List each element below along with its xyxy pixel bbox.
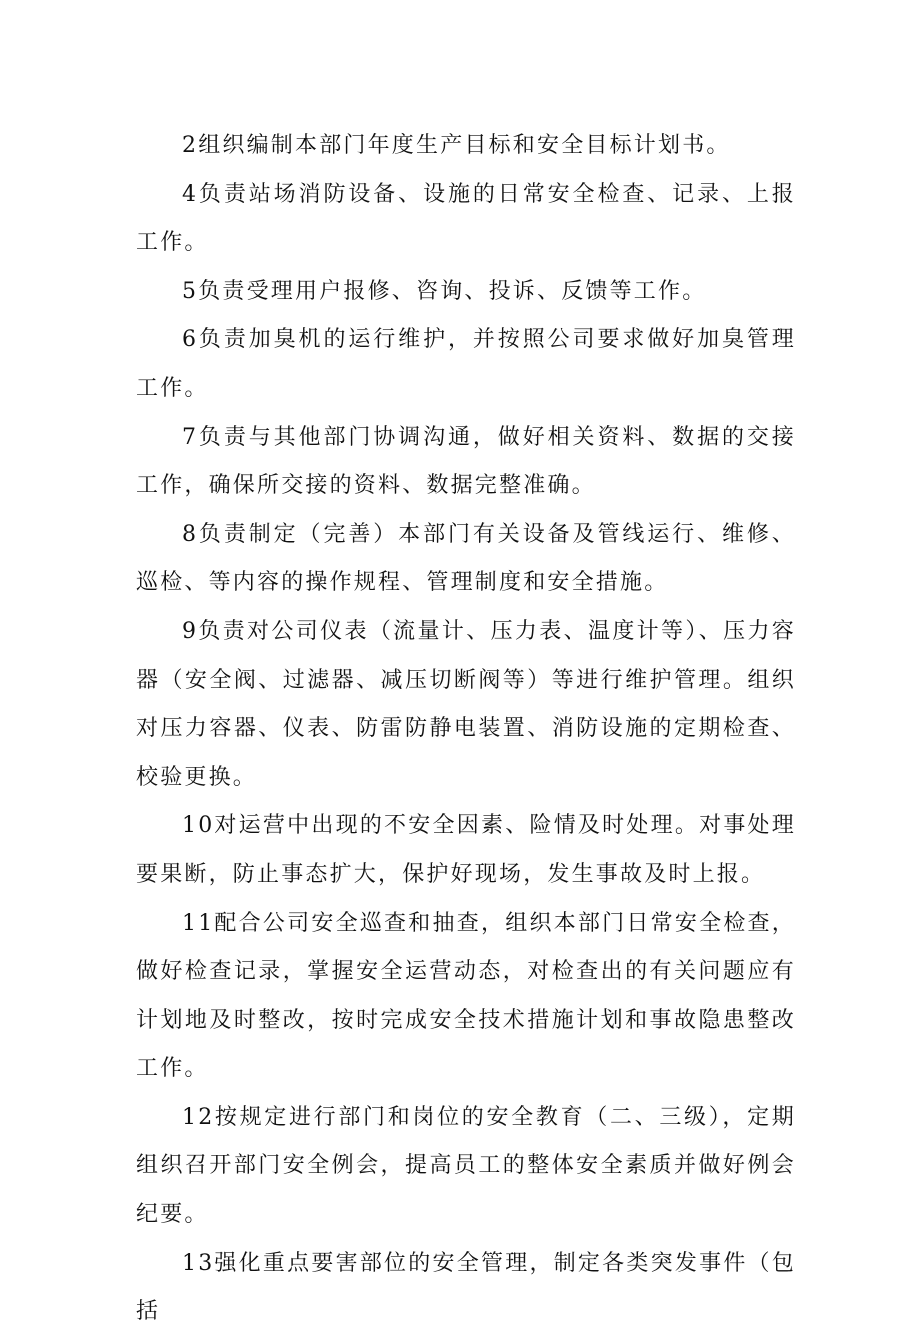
paragraph-item-9: 9负责对公司仪表（流量计、压力表、温度计等）、压力容器（安全阀、过滤器、减压切断阀等）等进行维护管理。组织对压力容器、仪表、防雷防静电装置、消防设施的定期检查、校验更换。 — [136, 618, 796, 790]
paragraph-item-10: 10对运营中出现的不安全因素、险情及时处理。对事处理要果断，防止事态扩大，保护好现场，发生事故及时上报。 — [136, 813, 796, 887]
paragraph-item-12: 12按规定进行部门和岗位的安全教育（二、三级），定期组织召开部门安全例会，提高员工的整体安全素质并做好例会纪要。 — [136, 1104, 796, 1228]
paragraph-item-4: 4负责站场消防设备、设施的日常安全检查、记录、上报工作。 — [136, 181, 796, 256]
paragraph-item-13: 13强化重点要害部位的安全管理，制定各类突发事件（包括 — [136, 1250, 796, 1325]
paragraph-item-7: 7负责与其他部门协调沟通，做好相关资料、数据的交接工作，确保所交接的资料、数据完整准确。 — [136, 424, 796, 499]
paragraph-item-11: 11配合公司安全巡查和抽查，组织本部门日常安全检查，做好检查记录，掌握安全运营动态，对检查出的有关问题应有计划地及时整改，按时完成安全技术措施计划和事故隐患整改工作。 — [136, 910, 796, 1082]
paragraph-item-2: 2组织编制本部门年度生产目标和安全目标计划书。 — [182, 133, 731, 158]
paragraph-item-5: 5负责受理用户报修、咨询、投诉、反馈等工作。 — [182, 278, 707, 304]
paragraph-item-8: 8负责制定（完善）本部门有关设备及管线运行、维修、巡检、等内容的操作规程、管理制度和安全措施。 — [136, 521, 796, 596]
document-body — [136, 122, 796, 1337]
paragraph-item-6: 6负责加臭机的运行维护，并按照公司要求做好加臭管理工作。 — [136, 327, 796, 401]
